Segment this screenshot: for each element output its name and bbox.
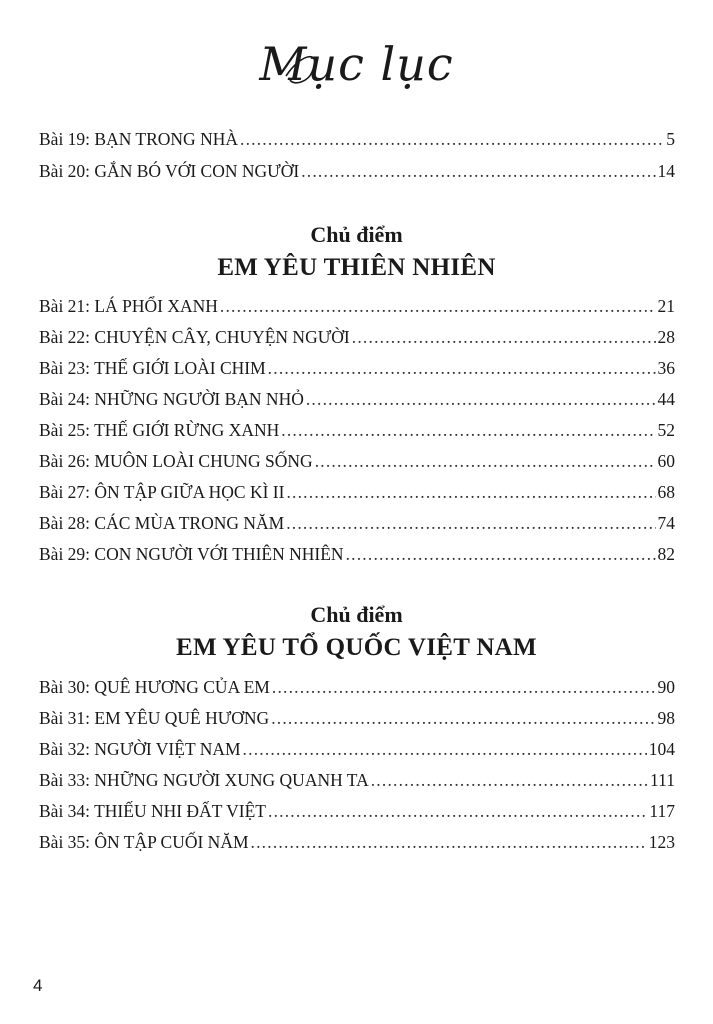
toc-entry-label: Bài 25: THẾ GIỚI RỪNG XANH <box>39 420 280 440</box>
toc-entry-label: Bài 20: GẮN BÓ VỚI CON NGƯỜI <box>39 161 300 181</box>
toc-leader-dots <box>346 544 656 565</box>
toc-entry-bai-24[interactable] <box>39 389 675 415</box>
toc-entry-page: 60 <box>657 451 675 471</box>
page-title: Mục lục <box>259 37 454 91</box>
toc-entry-page: 36 <box>657 358 675 378</box>
toc-entry-page: 14 <box>657 161 675 181</box>
toc-entry-label: Bài 30: QUÊ HƯƠNG CỦA EM <box>39 677 270 697</box>
section-label: Chủ điểm <box>310 222 403 247</box>
toc-leader-dots <box>268 801 647 822</box>
toc-entry-label: Bài 33: NHỮNG NGƯỜI XUNG QUANH TA <box>39 770 369 790</box>
toc-leader-dots <box>243 739 647 760</box>
toc-leader-dots <box>251 832 647 853</box>
toc-entry-label: Bài 26: MUÔN LOÀI CHUNG SỐNG <box>39 451 313 471</box>
toc-leader-dots <box>301 161 655 182</box>
toc-entry-bai-35[interactable] <box>39 832 675 858</box>
toc-entry-bai-25[interactable] <box>39 420 675 446</box>
toc-entry-label: Bài 28: CÁC MÙA TRONG NĂM <box>39 513 285 533</box>
toc-leader-dots <box>306 389 656 410</box>
toc-entry-label: Bài 21: LÁ PHỔI XANH <box>39 296 218 316</box>
section-title: EM YÊU TỔ QUỐC VIỆT NAM <box>176 634 537 661</box>
toc-entry-label: Bài 31: EM YÊU QUÊ HƯƠNG <box>39 708 270 728</box>
toc-entry-page: 5 <box>666 129 675 149</box>
toc-entry-bai-30[interactable] <box>39 677 675 703</box>
toc-leader-dots <box>240 129 664 150</box>
toc-entry-bai-32[interactable] <box>39 739 675 765</box>
toc-entry-page: 123 <box>648 832 675 852</box>
toc-entry-page: 104 <box>648 739 675 759</box>
toc-entry-label: Bài 27: ÔN TẬP GIỮA HỌC KÌ II <box>39 482 285 502</box>
toc-entry-page: 117 <box>649 801 675 821</box>
toc-entry-label: Bài 34: THIẾU NHI ĐẤT VIỆT <box>39 801 266 821</box>
toc-entry-bai-28[interactable] <box>39 513 675 539</box>
toc-leader-dots <box>220 296 656 317</box>
toc-entry-bai-22[interactable] <box>39 327 675 353</box>
toc-entry-bai-20[interactable] <box>39 161 675 187</box>
toc-leader-dots <box>268 358 656 379</box>
toc-entry-bai-26[interactable] <box>39 451 675 477</box>
toc-entry-bai-23[interactable] <box>39 358 675 384</box>
toc-entry-bai-29[interactable] <box>39 544 675 570</box>
toc-entry-page: 111 <box>650 770 675 790</box>
toc-entry-label: Bài 35: ÔN TẬP CUỐI NĂM <box>39 832 249 852</box>
toc-leader-dots <box>371 770 648 791</box>
toc-entry-page: 74 <box>657 513 675 533</box>
toc-entry-label: Bài 29: CON NGƯỜI VỚI THIÊN NHIÊN <box>39 544 344 564</box>
toc-entry-page: 90 <box>657 677 675 697</box>
toc-entry-page: 98 <box>657 708 675 728</box>
toc-leader-dots <box>315 451 656 472</box>
toc-leader-dots <box>286 513 655 534</box>
toc-leader-dots <box>271 708 655 729</box>
toc-leader-dots <box>352 327 656 348</box>
toc-entry-page: 44 <box>657 389 675 409</box>
toc-entry-bai-31[interactable] <box>39 708 675 734</box>
section-title: EM YÊU THIÊN NHIÊN <box>217 254 496 281</box>
toc-entry-bai-21[interactable] <box>39 296 675 322</box>
toc-entry-bai-34[interactable] <box>39 801 675 827</box>
toc-leader-dots <box>286 482 655 503</box>
toc-entry-label: Bài 32: NGƯỜI VIỆT NAM <box>39 739 241 759</box>
toc-leader-dots <box>281 420 655 441</box>
toc-entry-bai-33[interactable] <box>39 770 675 796</box>
toc-entry-label: Bài 23: THẾ GIỚI LOÀI CHIM <box>39 358 266 378</box>
page-number: 4 <box>33 976 43 995</box>
toc-entry-label: Bài 24: NHỮNG NGƯỜI BẠN NHỎ <box>39 389 304 409</box>
toc-entry-page: 28 <box>657 327 675 347</box>
toc-entry-bai-27[interactable] <box>39 482 675 508</box>
toc-entry-page: 68 <box>657 482 675 502</box>
toc-entry-label: Bài 22: CHUYỆN CÂY, CHUYỆN NGƯỜI <box>39 327 350 347</box>
toc-entry-page: 21 <box>657 296 675 316</box>
toc-entry-bai-19[interactable] <box>39 129 675 155</box>
toc-leader-dots <box>272 677 656 698</box>
toc-entry-page: 82 <box>657 544 675 564</box>
toc-entry-label: Bài 19: BẠN TRONG NHÀ <box>39 129 238 149</box>
section-label: Chủ điểm <box>310 602 403 627</box>
toc-entry-page: 52 <box>657 420 675 440</box>
